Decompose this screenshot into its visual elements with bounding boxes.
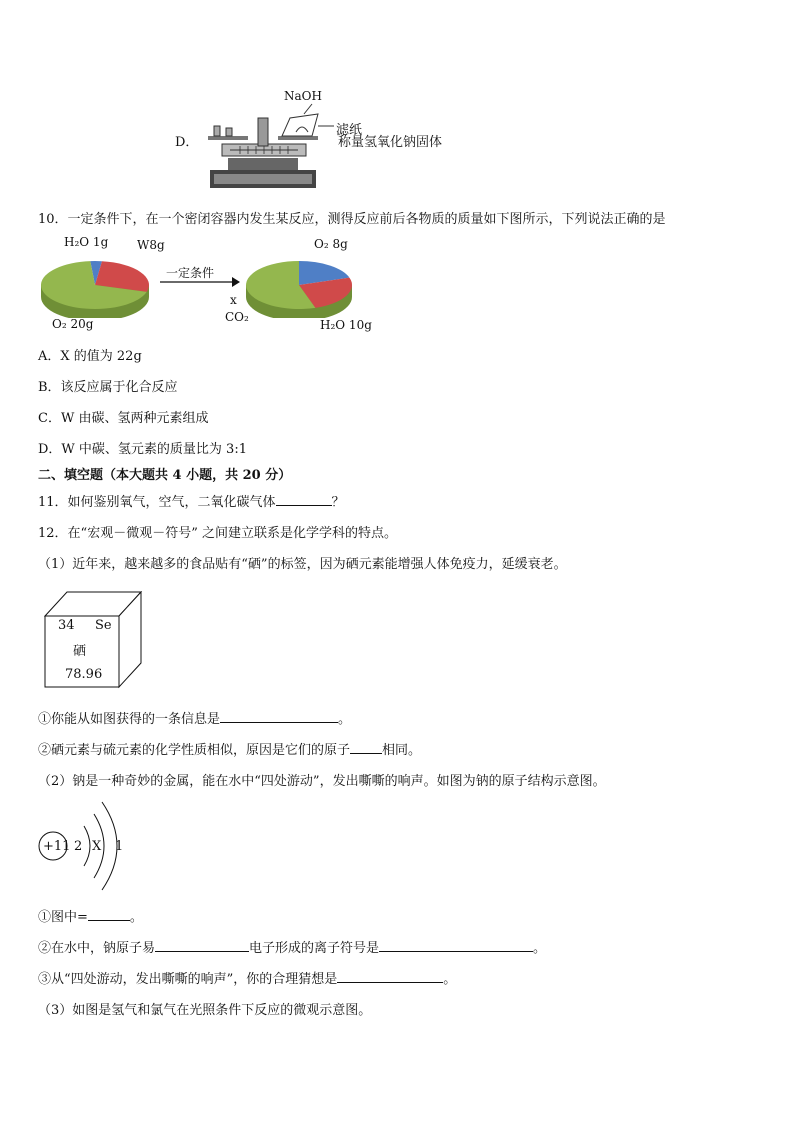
q10-option-c: C．W 由碳、氢两种元素组成 [38,411,209,426]
pie-chart-after [243,252,355,318]
q12-part1: （1）近年来，越来越多的食品贴有“硒”的标签，因为硒元素能增强人体免疫力，延缓衰老。 [38,557,567,572]
q10-stem: 10．一定条件下，在一个密闭容器内发生某反应，测得反应前后各物质的质量如下图所示，下列说法正确的是 [38,212,666,227]
q12-p2-q2-blank-1 [155,939,249,952]
filter-paper-label: 滤纸 [336,123,363,138]
q12-p1-q2-text: ②硒元素与硫元素的化学性质相似，原因是它们的原子 [38,743,351,758]
pie1-h2o-label: H₂O 1g [64,235,109,249]
q12-stem: 12．在“宏观－微观－符号” 之间建立联系是化学学科的特点。 [38,526,397,541]
q10-option-a: A．X 的值为 22g [38,349,142,364]
reaction-arrow [160,276,240,288]
q10-option-d: D．W 中碳、氢元素的质量比为 3:1 [38,442,247,457]
q12-p2-q1-end: 。 [129,910,143,925]
balance-caption: 称量氢氧化钠固体 [338,135,443,150]
atom-shell-1: 2 [74,839,83,854]
q12-p2-q3-blank [337,970,443,983]
atom-nucleus-charge: +11 [43,839,71,854]
pie2-co2-label: CO₂ [225,310,249,324]
q12-p1-q1-blank [220,710,338,723]
q12-p1-q2-blank [350,741,382,754]
q12-p2-q1 [38,906,143,925]
q12-p1-q2-end: 相同。 [382,743,422,758]
pie2-h2o-label: H₂O 10g [320,318,372,332]
q12-p1-q1-text: ①你能从如图获得的一条信息是 [38,712,221,727]
atom-shell-3: 1 [115,839,124,854]
q12-p2-q2-end: 。 [533,941,547,956]
q11-answer-blank [276,493,332,506]
q11-line [38,491,345,510]
q12-p2-q2-text: ②在水中，钠原子易 [38,941,156,956]
section-2-heading: 二、填空题（本大题共 4 小题，共 20 分） [38,468,292,483]
q12-p1-q1 [38,708,351,727]
q12-part2: （2）钠是一种奇妙的金属，能在水中“四处游动”，发出嘶嘶的响声。如图为钠的原子结构示意图。 [38,774,606,789]
q12-p1-q1-end: 。 [338,712,352,727]
option-d-label: D． [175,135,199,150]
q12-p2-q2-mid: 电子形成的离子符号是 [249,941,380,956]
atom-shell-2: X [92,839,102,854]
pie1-w-label: W8g [137,238,165,252]
pie2-x-label: x [230,293,237,307]
element-atomic-number: 34 [58,618,75,633]
q12-p2-q1-blank [88,908,130,921]
balance-scale-figure [200,100,340,192]
element-atomic-mass: 78.96 [65,667,103,682]
q11-text: 11．如何鉴别氧气，空气，二氧化碳气体 [38,495,276,510]
q12-p2-q3-text: ③从“四处游动，发出嘶嘶的响声”，你的合理猜想是 [38,972,338,987]
q12-p2-q3 [38,968,456,987]
element-symbol: Se [95,618,112,633]
q12-p2-q2-blank-2 [379,939,533,952]
q12-p2-q1-text: ①图中= [38,910,88,925]
element-name: 硒 [73,644,87,659]
naoh-label: NaOH [284,89,322,103]
q12-p1-q2 [38,739,421,758]
reaction-condition-label: 一定条件 [166,266,215,280]
pie1-o2-label: O₂ 20g [52,317,94,331]
q12-p2-q2 [38,937,546,956]
q11-end: ？ [331,495,345,510]
q12-part3: （3）如图是氢气和氯气在光照条件下反应的微观示意图。 [38,1003,372,1018]
pie2-o2-label: O₂ 8g [314,237,348,251]
q10-option-b: B．该反应属于化合反应 [38,380,178,395]
pie-chart-before [38,252,152,318]
q12-p2-q3-end: 。 [443,972,457,987]
